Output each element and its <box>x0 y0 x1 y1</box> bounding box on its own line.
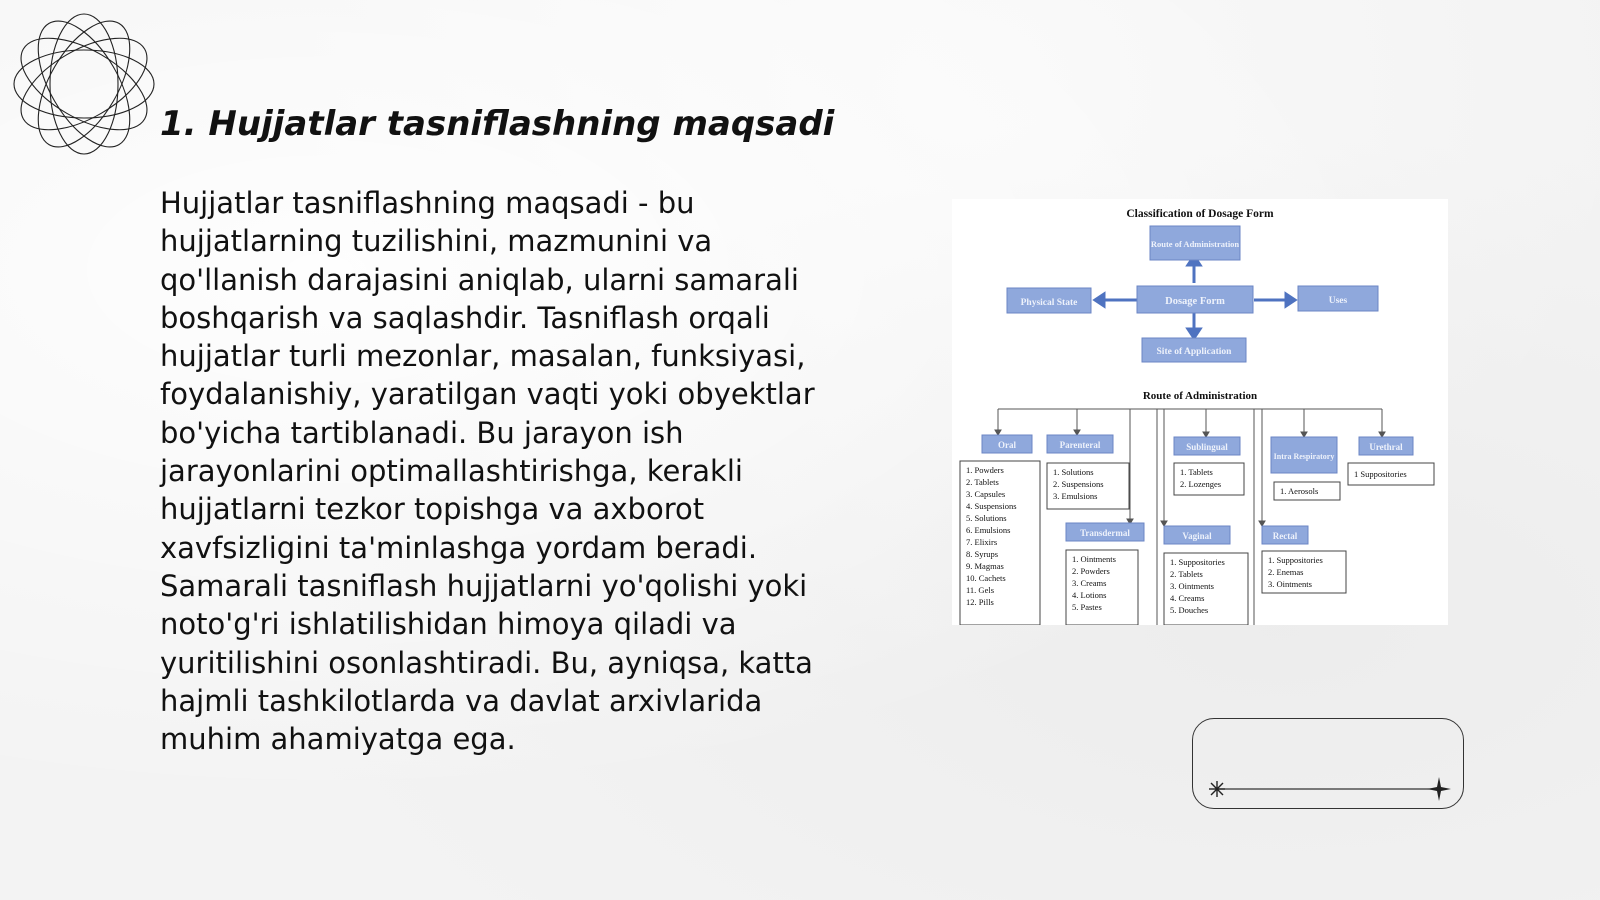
slide-title: 1. Hujjatlar tasniflashning maqsadi <box>160 104 835 144</box>
box-oral-label: Oral <box>998 440 1016 450</box>
box-vaginal-label: Vaginal <box>1182 531 1212 541</box>
transdermal-item: 5. Pastes <box>1072 602 1102 612</box>
vaginal-item: 1. Suppositories <box>1170 557 1225 567</box>
parenteral-item: 1. Solutions <box>1053 467 1094 477</box>
oral-item: 1. Powders <box>966 465 1004 475</box>
oral-item: 3. Capsules <box>966 489 1006 499</box>
transdermal-item: 2. Powders <box>1072 566 1110 576</box>
box-sublingual-label: Sublingual <box>1186 442 1228 452</box>
transdermal-item: 3. Creams <box>1072 578 1107 588</box>
vaginal-item: 3. Ointments <box>1170 581 1214 591</box>
oral-item: 10. Cachets <box>966 573 1006 583</box>
oral-item: 4. Suspensions <box>966 501 1017 511</box>
oral-item: 9. Magmas <box>966 561 1004 571</box>
diagram-title: Classification of Dosage Form <box>1126 208 1274 220</box>
vaginal-item: 2. Tablets <box>1170 569 1203 579</box>
intra-respiratory-item: 1. Aerosols <box>1280 486 1319 496</box>
oral-item: 6. Emulsions <box>966 525 1011 535</box>
box-uses-label: Uses <box>1328 296 1348 306</box>
oral-item: 11. Gels <box>966 585 995 595</box>
box-transdermal-label: Transdermal <box>1080 528 1130 538</box>
oral-item: 7. Elixirs <box>966 537 998 547</box>
box-rectal-label: Rectal <box>1272 531 1298 541</box>
starburst-icon <box>1209 781 1225 797</box>
oral-item: 2. Tablets <box>966 477 999 487</box>
transdermal-item: 4. Lotions <box>1072 590 1107 600</box>
box-urethral-label: Urethral <box>1369 442 1403 452</box>
decorative-frame <box>1192 718 1464 809</box>
box-parenteral-label: Parenteral <box>1059 440 1101 450</box>
vaginal-item: 4. Creams <box>1170 593 1205 603</box>
box-dosage-form-label: Dosage Form <box>1165 296 1225 307</box>
parenteral-item: 2. Suspensions <box>1053 479 1104 489</box>
rosette-ornament <box>10 10 158 158</box>
parenteral-item: 3. Emulsions <box>1053 491 1098 501</box>
oral-item: 8. Syrups <box>966 549 999 559</box>
box-route-label: Route of Administration <box>1150 239 1240 249</box>
rectal-item: 1. Suppositories <box>1268 555 1323 565</box>
box-site-label: Site of Application <box>1156 347 1232 357</box>
box-intra-respiratory-label: Intra Respiratory <box>1273 452 1335 461</box>
sparkle-icon <box>1427 777 1451 801</box>
rectal-item: 2. Enemas <box>1268 567 1304 577</box>
slide-body-text: Hujjatlar tasniflashning maqsadi - bu hujjatlarning tuzilishini, mazmunini va qo'llanish darajasini aniqlab, ularni samarali boshqarish va saqlashdir. Tasniflash orqali hujjatlar turli mezonlar, masalan, funksiyasi, foydalanishiy, yaratilgan vaqti yoki obyektlar bo'yicha tartiblanadi. Bu jarayon ish jarayonlarini optimallashtirishga, kerakli hujjatlarni tezkor topishga va axborot xavfsizligini ta'minlashga yordam beradi. Samarali tasniflash hujjatlarni yo'qolishi yoki noto'g'ri ishlatilishidan himoya qiladi va yuritilishini osonlashtiradi. Bu, ayniqsa, katta hajmli tashkilotlarda va davlat arxivlarida muhim ahamiyatga ega. <box>160 186 815 757</box>
section-title: Route of Administration <box>1142 390 1258 402</box>
oral-item: 5. Solutions <box>966 513 1007 523</box>
sublingual-item: 2. Lozenges <box>1180 479 1222 489</box>
box-physical-state-label: Physical State <box>1020 298 1078 308</box>
urethral-item: 1 Suppositories <box>1354 469 1407 479</box>
transdermal-item: 1. Ointments <box>1072 554 1116 564</box>
sublingual-item: 1. Tablets <box>1180 467 1213 477</box>
vaginal-item: 5. Douches <box>1170 605 1209 615</box>
dosage-form-classification-diagram <box>952 199 1448 625</box>
oral-item: 12. Pills <box>966 597 994 607</box>
rectal-item: 3. Ointments <box>1268 579 1312 589</box>
